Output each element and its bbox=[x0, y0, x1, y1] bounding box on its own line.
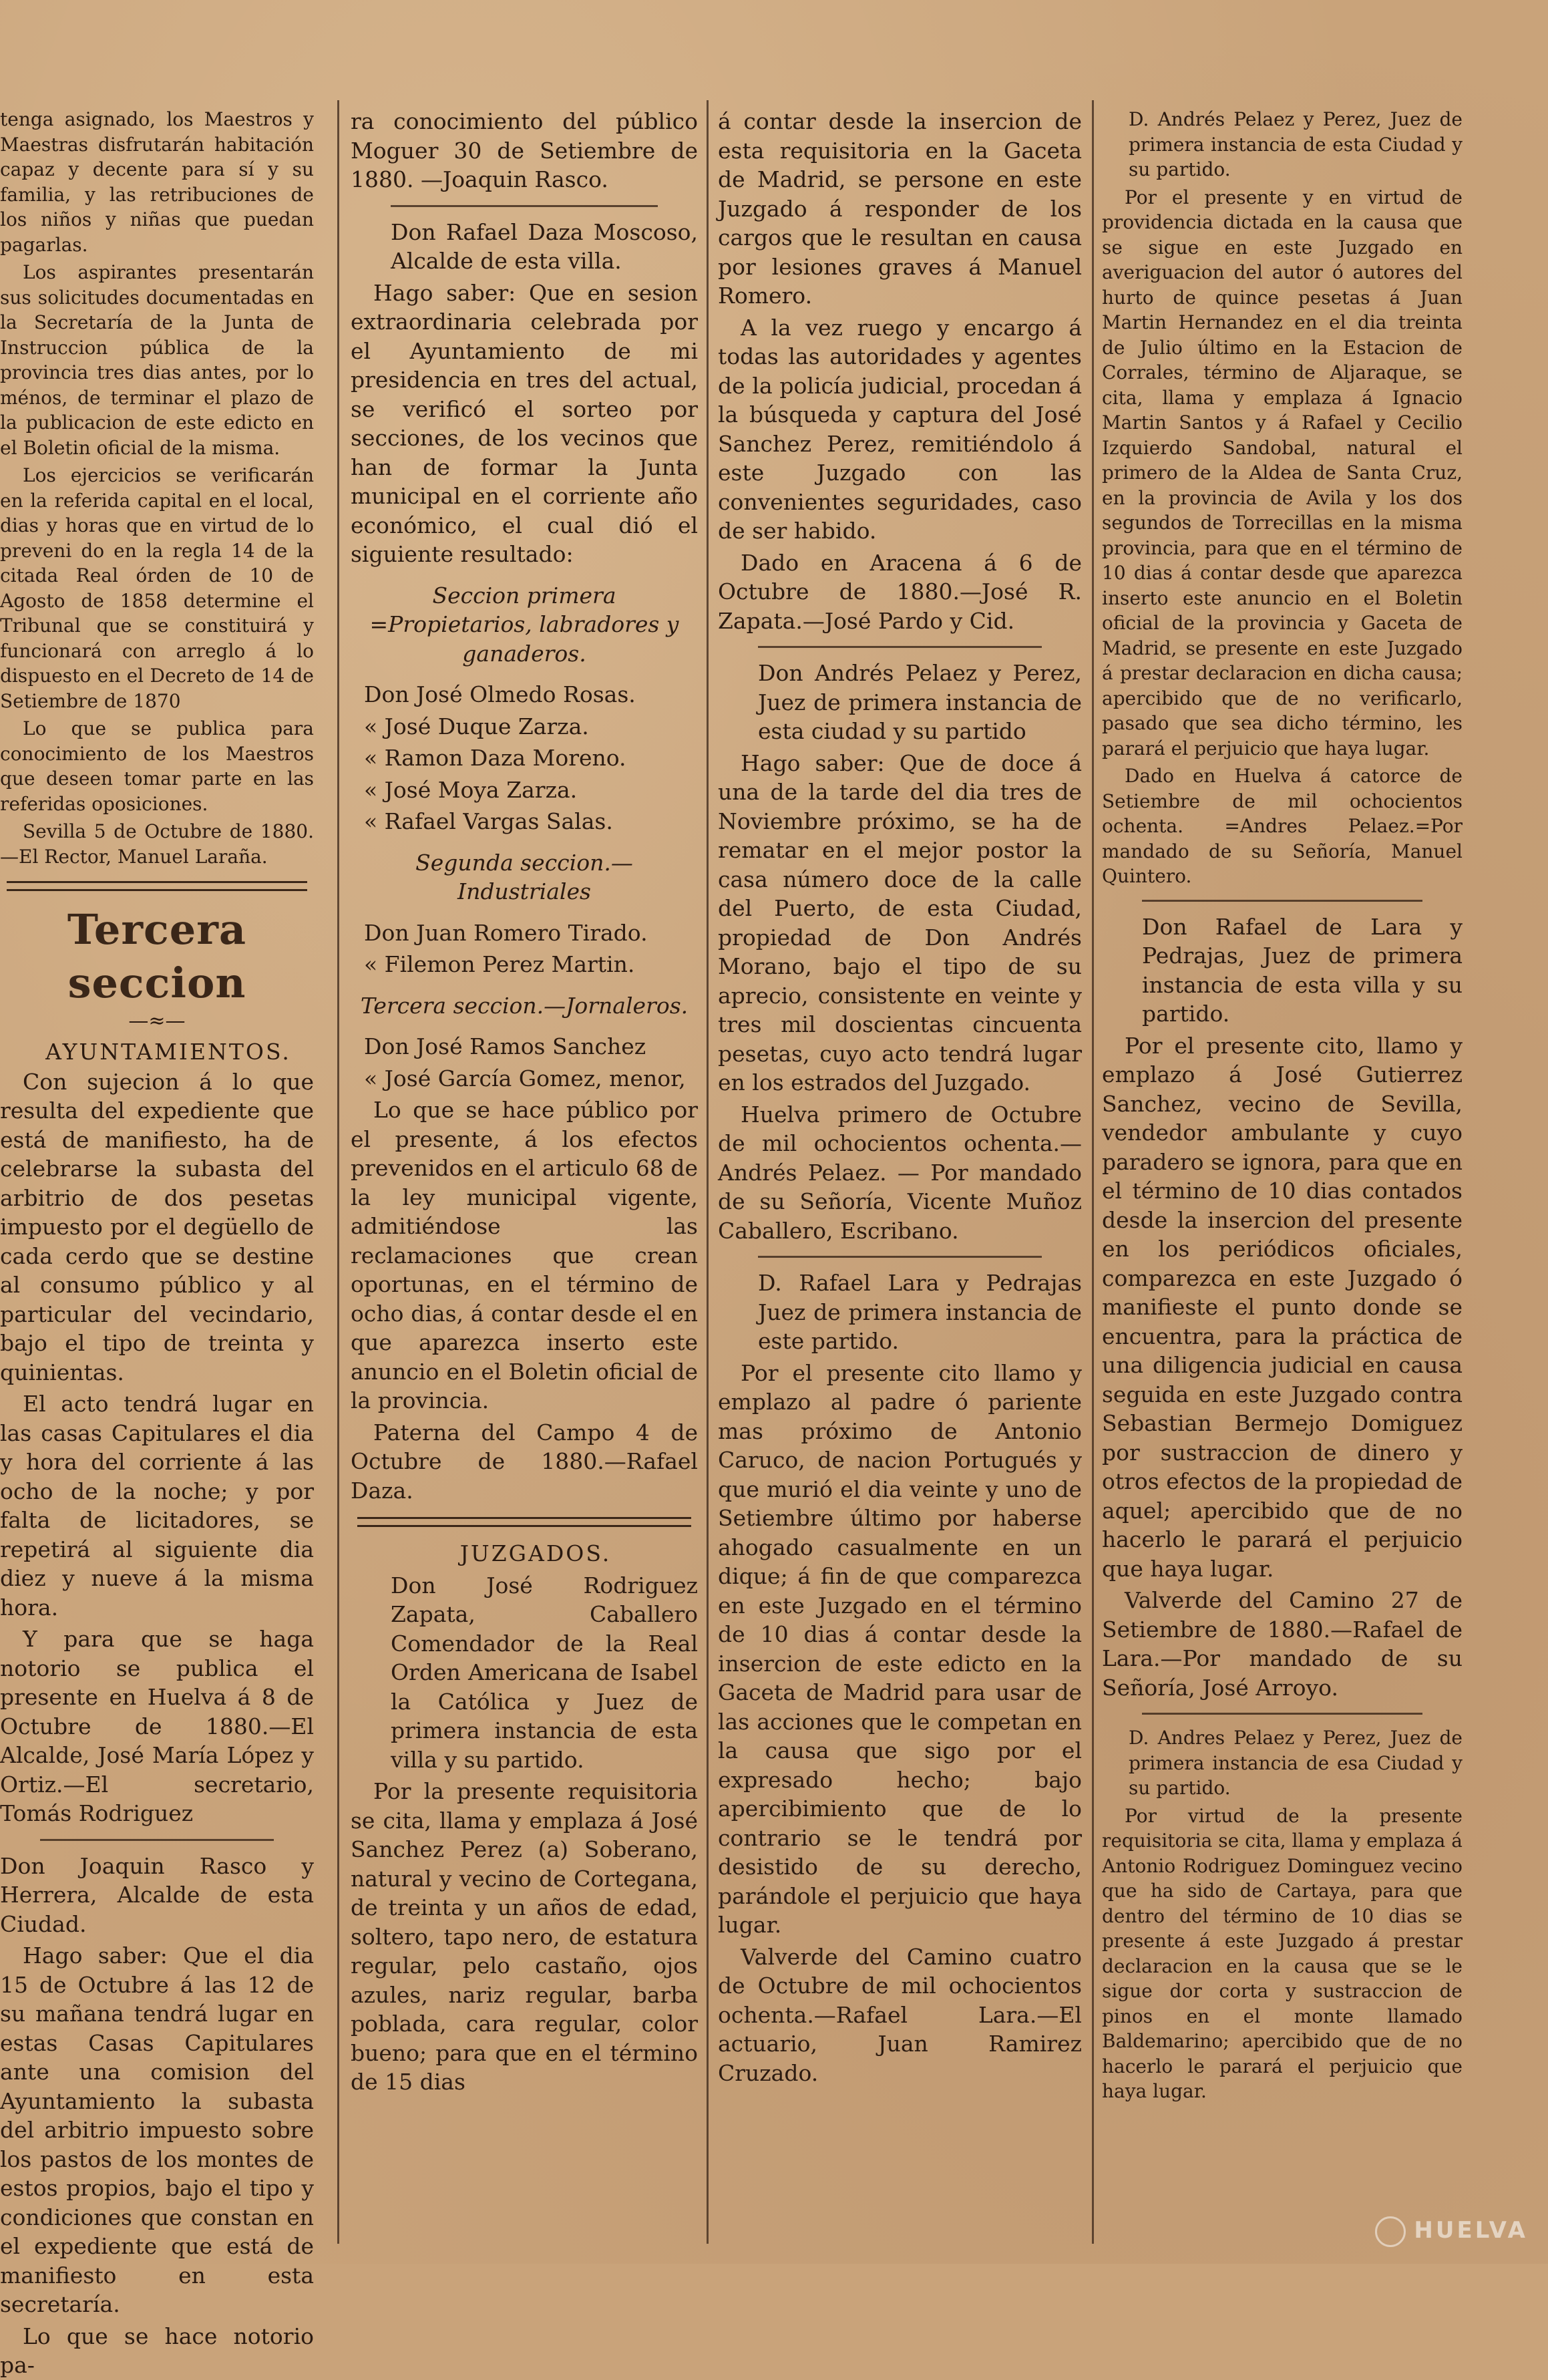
paragraph: Huelva primero de Octubre de mil ochocientos ochenta.— Andrés Pelaez. — Por mandado de su Señoría, Vicente Muñoz Caballero, Escribano. bbox=[718, 1101, 1082, 1244]
column-rule bbox=[1092, 100, 1094, 2244]
paragraph: Hago saber: Que el dia 15 de Octubre á las 12 de su mañana tendrá lugar en estas Casas Capitulares ante una comision del Ayuntamiento la subasta del arbitrio impuesto sobre los pastos de los montes de estos propios, bajo el tipo y condiciones que constan en el expediente que está de manifiesto en esta secretaría. bbox=[0, 1942, 314, 2317]
paragraph: Don Rafael Daza Moscoso, Alcalde de esta villa. bbox=[391, 218, 698, 274]
section-divider bbox=[7, 881, 307, 891]
divider bbox=[758, 646, 1042, 648]
subheading: JUZGADOS. bbox=[459, 1540, 612, 1566]
ornament: —≈— bbox=[128, 1009, 186, 1033]
section-title: Tercera seccion bbox=[67, 905, 247, 1007]
divider bbox=[758, 1256, 1042, 1258]
column-4 bbox=[1102, 107, 1463, 2237]
divider bbox=[391, 205, 658, 207]
paragraph: Los aspirantes presentarán sus solicitudes documentadas en la Secretaría de la Junta de Instruccion pública de la provincia tres dias antes, por lo ménos, de terminar el plazo de la publicacion de este edicto en el Boletin oficial de la misma. bbox=[0, 261, 314, 459]
paragraph: Dado en Aracena á 6 de Octubre de 1880.—José R. Zapata.—José Pardo y Cid. bbox=[718, 549, 1082, 634]
name-entry: Don José Ramos Sanchez bbox=[364, 1033, 646, 1059]
paragraph: Por el presente y en virtud de providencia dictada en la causa que se sigue en este Juzgado en averiguacion del autor ó autores del hurto de quince pesetas á Juan Martin Hernandez en el dia treinta de Julio último en la Estacion de Corrales, término de Aljaraque, se cita, llama y emplaza á Ignacio Martin Santos y á Rafael y Cecilio Izquierdo Sandobal, natural el primero de la Aldea de Santa Cruz, en la provincia de Avila y los dos segundos de Torrecillas en la misma provincia, para que en el término de 10 dias á contar desde que aparezca inserto este anuncio en el Boletin oficial de la provincia y Gaceta de Madrid, se presente en este Juzgado á prestar declaracion en dicha causa; apercibido que de no verificarlo, pasado que sea dicho término, les parará el perjuicio que haya lugar. bbox=[1102, 186, 1463, 759]
name-entry: « José García Gomez, menor, bbox=[364, 1065, 686, 1091]
paragraph: Por la presente requisitoria se cita, llama y emplaza á José Sanchez Perez (a) Soberano, natural y vecino de Cortegana, de treinta y un años de edad, soltero, tapo nero, de estatura regular, pelo castaño, ojos azules, nariz regular, barba poblada, cara regular, color bueno; para que en el término de 15 dias bbox=[351, 1778, 698, 2095]
column-3 bbox=[718, 107, 1082, 2237]
name-list bbox=[351, 1032, 698, 1093]
paragraph: Los ejercicios se verificarán en la referida capital en el local, dias y horas que en virtud de lo preveni do en la regla 14 de la citada Real órden de 10 de Agosto de 1858 determine el Tribunal que se constituirá y funcionará con arreglo á lo dispuesto en el Decreto de 14 de Setiembre de 1870 bbox=[0, 464, 314, 712]
paragraph: A la vez ruego y encargo á todas las autoridades y agentes de la policía judicial, procedan á la búsqueda y captura del José Sanchez Perez, remitiéndolo á este Juzgado con las convenientes seguridades, caso de ser habido. bbox=[718, 314, 1082, 544]
watermark-label: HUELVA bbox=[1414, 2217, 1528, 2244]
name-entry: « Rafael Vargas Salas. bbox=[364, 808, 613, 834]
section-divider bbox=[357, 1517, 691, 1527]
name-entry: « José Duque Zarza. bbox=[364, 713, 589, 739]
divider bbox=[1142, 900, 1422, 902]
paragraph: Por el presente cito llamo y emplazo al padre ó pariente mas próximo de Antonio Caruco, de nacion Portugués y que murió el dia veinte y uno de Setiembre último por haberse ahogado casualmente en un dique; á fin de que comparezca en este Juzgado en el término de 10 dias á contar desde la insercion de este edicto en la Gaceta de Madrid para usar de las acciones que le competan en la causa que sigo por el expresado hecho; bajo apercibimiento que de lo contrario se le tendrá por desistido de su derecho, parándole el perjuicio que haya lugar. bbox=[718, 1359, 1082, 1938]
paragraph: D. Andrés Pelaez y Perez, Juez de primera instancia de esta Ciudad y su partido. bbox=[1129, 108, 1463, 180]
column-rule bbox=[337, 100, 339, 2244]
name-list bbox=[351, 918, 698, 979]
paragraph: El acto tendrá lugar en las casas Capitulares el dia y hora del corriente á las ocho de la noche; y por falta de licitadores, se repetirá al siguiente dia diez y nueve á la misma hora. bbox=[0, 1391, 314, 1621]
paragraph: Dado en Huelva á catorce de Setiembre de mil ochocientos ochenta. =Andres Pelaez.=Por mandado de su Señoría, Manuel Quintero. bbox=[1102, 765, 1463, 887]
paragraph: Don Joaquin Rasco y Herrera, Alcalde de esta Ciudad. bbox=[0, 1852, 314, 1937]
paragraph: tenga asignado, los Maestros y Maestras disfrutarán habitación capaz y decente para sí y su familia, y las retribuciones de los niños y niñas que puedan pagarlas. bbox=[0, 108, 314, 256]
seal-icon bbox=[1375, 2216, 1406, 2247]
paragraph: Valverde del Camino 27 de Setiembre de 1880.—Rafael de Lara.—Por mandado de su Señoría, José Arroyo. bbox=[1102, 1587, 1463, 1701]
archive-watermark bbox=[1328, 2210, 1528, 2250]
paragraph: Paterna del Campo 4 de Octubre de 1880.—Rafael Daza. bbox=[351, 1419, 698, 1504]
column-1 bbox=[0, 107, 314, 2378]
paragraph: Por virtud de la presente requisitoria se cita, llama y emplaza á Antonio Rodriguez Dominguez vecino que ha sido de Cartaya, para que dentro del término de 10 dias se presente á este Juzgado á prestar declaracion en la causa que se le sigue dor corta y sustraccion de pinos en el monte llamado Baldemarino; apercibido que de no hacerlo le parará el perjuicio que haya lugar. bbox=[1102, 1804, 1463, 2102]
name-entry: « Ramon Daza Moreno. bbox=[364, 745, 626, 771]
column-rule bbox=[707, 100, 709, 2244]
paragraph: Hago saber: Que en sesion extraordinaria celebrada por el Ayuntamiento de mi presidencia en tres del actual, se verificó el sorteo por secciones, de los vecinos que han de formar la Junta municipal en el corriente año económico, el cual dió el siguiente resultado: bbox=[351, 279, 698, 567]
signature: Sevilla 5 de Octubre de 1880. —El Rector, Manuel Laraña. bbox=[0, 820, 314, 868]
divider bbox=[1142, 1713, 1422, 1715]
name-entry: « Filemon Perez Martin. bbox=[364, 951, 635, 977]
paragraph: á contar desde la insercion de esta requisitoria en la Gaceta de Madrid, se persone en este Juzgado á responder de los cargos que le resultan en causa por lesiones graves á Manuel Romero. bbox=[718, 108, 1082, 309]
divider bbox=[40, 1839, 274, 1841]
paragraph: Don Rafael de Lara y Pedrajas, Juez de primera instancia de esta villa y su partido. bbox=[1142, 913, 1463, 1027]
paragraph: ra conocimiento del público Moguer 30 de Setiembre de 1880. —Joaquin Rasco. bbox=[351, 108, 698, 192]
paragraph: Valverde del Camino cuatro de Octubre de mil ochocientos ochenta.—Rafael Lara.—El actuario, Juan Ramirez Cruzado. bbox=[718, 1943, 1082, 2086]
section-heading: Seccion primera =Propietarios, labradores y ganaderos. bbox=[369, 582, 679, 667]
paragraph: Hago saber: Que de doce á una de la tarde del dia tres de Noviembre próximo, se ha de rematar en el mejor postor la casa número doce de la calle del Puerto, de esta Ciudad, propiedad de Don Andrés Morano, bajo el tipo de su aprecio, consistente en veinte y tres mil doscientas cincuenta pesetas, cuyo acto tendrá lugar en los estrados del Juzgado. bbox=[718, 749, 1082, 1095]
name-entry: Don José Olmedo Rosas. bbox=[364, 681, 636, 707]
paragraph: D. Andres Pelaez y Perez, Juez de primera instancia de esa Ciudad y su partido. bbox=[1129, 1727, 1463, 1799]
name-entry: « José Moya Zarza. bbox=[364, 776, 578, 803]
paragraph: Don José Rodriguez Zapata, Caballero Comendador de la Real Orden Americana de Isabel la Católica y Juez de primera instancia de esta villa y su partido. bbox=[391, 1572, 698, 1773]
paragraph: Con sujecion á lo que resulta del expediente que está de manifiesto, ha de celebrarse la subasta del arbitrio de dos pesetas impuesto por el degüello de cada cerdo que se destine al consumo público y al particular del vecindario, bajo el tipo de treinta y quinientas. bbox=[0, 1068, 314, 1385]
paragraph: Lo que se hace notorio pa- bbox=[0, 2323, 314, 2378]
paragraph: Lo que se publica para conocimiento de los Maestros que deseen tomar parte en las referidas oposiciones. bbox=[0, 717, 314, 815]
name-entry: Don Juan Romero Tirado. bbox=[364, 919, 648, 946]
column-2 bbox=[351, 107, 698, 2237]
paragraph: Lo que se hace público por el presente, á los efectos prevenidos en el articulo 68 de la ley municipal vigente, admitiéndose las reclamaciones que crean oportunas, en el término de ocho dias, á contar desde el en que aparezca inserto este anuncio en el Boletin oficial de la provincia. bbox=[351, 1097, 698, 1413]
section-heading: Segunda seccion.—Industriales bbox=[415, 849, 633, 904]
subheading: AYUNTAMIENTOS. bbox=[45, 1039, 291, 1065]
paragraph: D. Rafael Lara y Pedrajas Juez de primera instancia de este partido. bbox=[758, 1270, 1082, 1354]
paragraph: Por el presente cito, llamo y emplazo á José Gutierrez Sanchez, vecino de Sevilla, vendedor ambulante y cuyo paradero se ignora, para que en el término de 10 dias contados desde la insercion del presente en los periódicos oficiales, comparezca en este Juzgado ó manifieste el punto donde se encuentra, para la práctica de una diligencia judicial en causa seguida en este Juzgado contra Sebastian Bermejo Domiguez por sustraccion de dinero y otros efectos de la propiedad de aquel; apercibido que de no hacerlo le parará el perjuicio que haya lugar. bbox=[1102, 1032, 1463, 1582]
paragraph: Y para que se haga notorio se publica el presente en Huelva á 8 de Octubre de 1880.—El Alcalde, José María López y Ortiz.—El secretario, Tomás Rodriguez bbox=[0, 1626, 314, 1826]
paragraph: Don Andrés Pelaez y Perez, Juez de primera instancia de esta ciudad y su partido bbox=[758, 660, 1082, 744]
section-heading: Tercera seccion.—Jornaleros. bbox=[360, 992, 689, 1019]
name-list bbox=[351, 680, 698, 836]
